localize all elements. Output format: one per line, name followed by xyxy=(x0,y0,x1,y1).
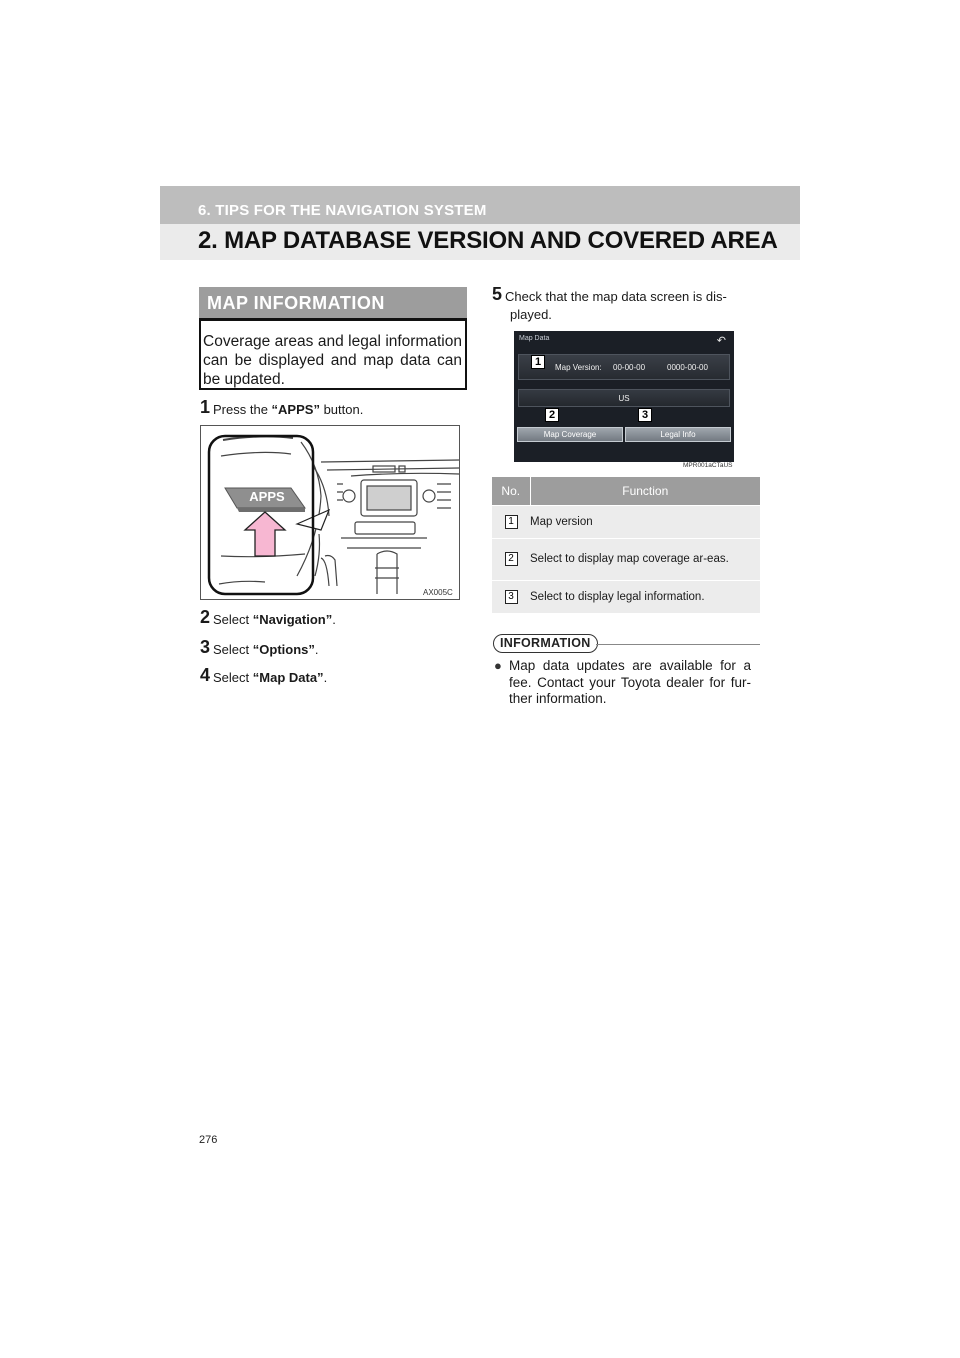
step-2 xyxy=(200,608,336,629)
callout-1: 1 xyxy=(531,355,545,369)
information-rule xyxy=(596,644,760,645)
step-keyword: “APPS” xyxy=(271,402,320,417)
screen-title: Map Data xyxy=(519,335,550,342)
step-text-line2: played. xyxy=(510,307,552,322)
step-keyword: “Options” xyxy=(252,642,315,657)
back-arrow-icon[interactable]: ↶ xyxy=(716,335,726,347)
row-function: Select to display legal information. xyxy=(530,580,760,613)
map-information-box xyxy=(199,287,467,390)
step-text-post: . xyxy=(332,612,336,627)
callout-2: 2 xyxy=(545,408,559,422)
bullet-icon: ● xyxy=(494,658,502,673)
step-text-line1: Check that the map data screen is dis- xyxy=(505,289,727,304)
step-text-post: . xyxy=(314,642,319,657)
row-number: 3 xyxy=(505,590,518,604)
page-number: 276 xyxy=(199,1134,218,1146)
map-version-value-1: 00-00-00 xyxy=(613,363,646,372)
step-5-continued xyxy=(510,307,552,322)
step-keyword: “Map Data” xyxy=(252,670,324,685)
dashboard-drawing xyxy=(201,426,460,600)
row-function: Select to display map coverage ar-eas. xyxy=(530,538,760,580)
row-number-cell xyxy=(492,580,530,613)
step-number: 5 xyxy=(492,284,503,304)
table-header-row xyxy=(492,477,760,505)
header-no: No. xyxy=(492,477,530,505)
step-text-pre: Select xyxy=(213,670,253,685)
header-function: Function xyxy=(530,477,760,505)
map-data-screen xyxy=(514,331,734,462)
step-number: 1 xyxy=(200,397,211,417)
map-information-title-bar xyxy=(199,287,467,318)
dashboard-illustration xyxy=(200,425,460,600)
row-function: Map version xyxy=(530,505,760,538)
map-information-body: Coverage areas and legal information can be displayed and map data can be updated. xyxy=(199,321,467,390)
legal-info-button[interactable] xyxy=(625,427,731,442)
step-number: 3 xyxy=(200,637,211,657)
map-information-title: MAP INFORMATION xyxy=(207,293,385,313)
step-3 xyxy=(200,638,319,659)
step-keyword: “Navigation” xyxy=(252,612,333,627)
apps-button-label: APPS xyxy=(249,489,285,504)
step-4 xyxy=(200,666,327,687)
map-coverage-button[interactable] xyxy=(517,427,623,442)
step-text-post: button. xyxy=(319,402,364,417)
section-title: 6. TIPS FOR THE NAVIGATION SYSTEM xyxy=(198,202,487,219)
table-row xyxy=(492,538,760,580)
chapter-header xyxy=(160,224,800,260)
information-text: Map data updates are available for a fee. Contact your Toyota dealer for fur-ther information. xyxy=(509,658,751,706)
legal-info-label: Legal Info xyxy=(660,430,696,439)
row-number: 2 xyxy=(505,552,518,566)
map-version-label: Map Version: xyxy=(555,363,602,372)
information-label: INFORMATION xyxy=(493,634,598,653)
step-text-pre: Select xyxy=(213,612,253,627)
step-number: 4 xyxy=(200,665,211,685)
map-coverage-label: Map Coverage xyxy=(543,430,597,439)
table-row xyxy=(492,580,760,613)
step-5 xyxy=(492,285,727,306)
row-number: 1 xyxy=(505,515,518,529)
pink-arrow-icon xyxy=(245,512,285,556)
row-number-cell xyxy=(492,538,530,580)
step-number: 2 xyxy=(200,607,211,627)
table-row xyxy=(492,505,760,538)
page-title: 2. MAP DATABASE VERSION AND COVERED AREA xyxy=(198,227,778,254)
step-text-post: . xyxy=(323,670,328,685)
illustration-code: AX005C xyxy=(423,588,453,597)
region-label: US xyxy=(618,394,630,403)
screen-code: MPR001aCTaUS xyxy=(683,462,733,469)
function-table xyxy=(492,477,760,613)
callout-3: 3 xyxy=(638,408,652,422)
map-version-row xyxy=(518,354,730,380)
section-header xyxy=(160,186,800,224)
map-version-value-2: 0000-00-00 xyxy=(667,363,708,372)
step-text-pre: Select xyxy=(213,642,253,657)
region-row xyxy=(518,389,730,407)
step-1 xyxy=(200,398,363,419)
row-number-cell xyxy=(492,505,530,538)
step-text-pre: Press the xyxy=(213,402,272,417)
